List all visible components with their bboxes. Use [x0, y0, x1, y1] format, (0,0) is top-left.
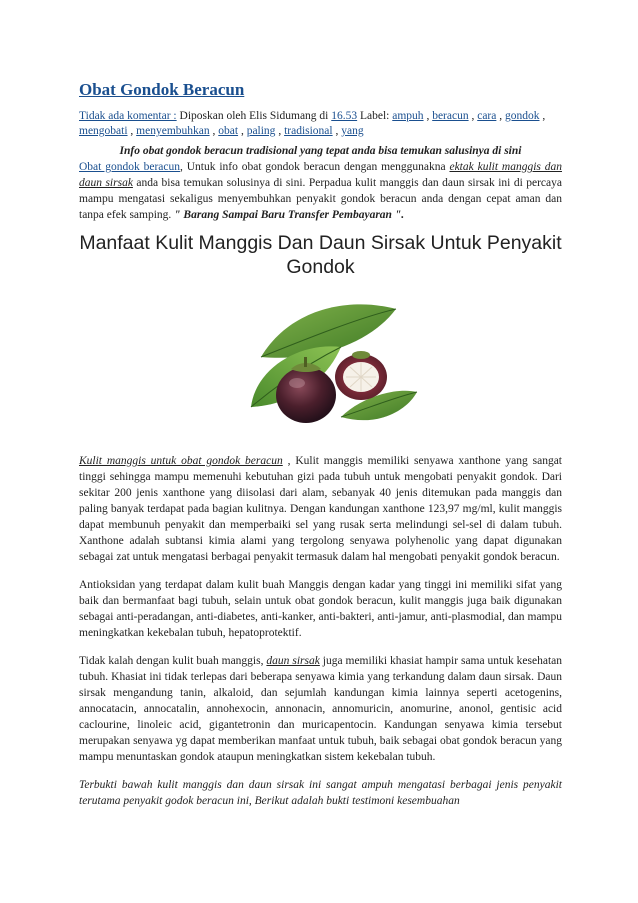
daun-sirsak-link[interactable]: daun sirsak: [266, 655, 320, 667]
posted-by-text: Diposkan oleh Elis Sidumang di: [179, 110, 329, 122]
post-time-link[interactable]: 16.53: [331, 110, 358, 122]
intro-text-1: , Untuk info obat gondok beracun dengan menggunakna: [179, 161, 450, 173]
kulit-manggis-link[interactable]: Kulit manggis untuk obat gondok beracun: [79, 455, 283, 467]
info-line: Info obat gondok beracun tradisional yang tepat anda bisa temukan salusinya di sini: [119, 145, 522, 157]
paragraph-1: [79, 453, 562, 565]
comments-link[interactable]: Tidak ada komentar :: [79, 110, 177, 122]
label-link-menyembuhkan[interactable]: menyembuhkan: [136, 125, 210, 137]
section-heading: Manfaat Kulit Manggis Dan Daun Sirsak Untuk Penyakit Gondok: [79, 232, 562, 278]
label-prefix: Label:: [360, 110, 390, 122]
post-meta: Tidak ada komentar : Diposkan oleh Elis Sidumang di 16.53 Label: ampuh , beracun , cara , gondok , mengobati , menyembuhkan , obat , paling , tradisional , yang: [79, 110, 546, 137]
mangosteen-leaf-photo: [221, 287, 421, 437]
extract-link[interactable]: ektak kulit manggis dan daun sirsak: [79, 161, 562, 189]
paragraph-3-text-2: juga memiliki khasiat hampir sama untuk kesehatan tubuh. Khasiat ini tidak terlepas dari beberapa senyawa kimia yang terkandung dalam daun sirsak. Daun sirsak mengandung tanin, alkaloid, dan sejumlah kandungan kimia lainnya seperti acetogenins, annocatacin, annocatalin, annohexocin, annonacin, annomuricin, anomurine, anonol, gentisic acid caclourine, linoleic acid, gigantetronin dan muricapentocin. Kandungan senyawa kimia tersebut merupakan senyawa yg dapat memberikan manfaat untuk tubuh, baik sebagai obat gondok beracun yang mampu menuntaskan gondok ataupun meningkatkan sistem kekebalan tubuh.: [79, 655, 563, 763]
post-title-link[interactable]: Obat Gondok Beracun: [79, 80, 245, 99]
intro-bold-tail: " Barang Sampai Baru Transfer Pembayaran ".: [174, 209, 405, 221]
label-link-yang[interactable]: yang: [341, 125, 364, 137]
paragraph-3-text-1: Tidak kalah dengan kulit buah manggis,: [79, 655, 267, 667]
intro-text-2: anda bisa temukan solusinya di sini. Perpadua kulit manggis dan daun sirsak ini di percaya mampu mengatasi sekaligus menyembuhkan penyakit gondok beracun anda dengan cepat aman dan tanpa efek samping.: [79, 177, 562, 221]
label-link-cara[interactable]: cara: [477, 110, 497, 122]
paragraph-4: Terbukti bawah kulit manggis dan daun sirsak ini sangat ampuh mengatasi berbagai jenis penyakit terutama penyakit godok beracun ini, Berikut adalah bukti testimoni kesembuahan: [79, 779, 562, 807]
label-link-ampuh[interactable]: ampuh: [392, 110, 424, 122]
label-link-beracun[interactable]: beracun: [432, 110, 469, 122]
paragraph-2: Antioksidan yang terdapat dalam kulit buah Manggis dengan kadar yang tinggi ini memiliki sifat yang baik dan bermanfaat bagi tubuh, selain untuk obat gondok beracun, kulit manggis juga baik digunakan sebagai anti-peradangan, anti-diabetes, anti-kanker, anti-bakteri, anti-jamur, anti-plasmodial, dan mampu meningkatkan kekebalan tubuh, hepatoprotektif.: [79, 579, 562, 639]
intro-link[interactable]: Obat gondok beracun: [79, 161, 180, 173]
label-link-tradisional[interactable]: tradisional: [284, 125, 333, 137]
label-link-gondok[interactable]: gondok: [505, 110, 540, 122]
mangosteen-leaf-icon: [221, 287, 421, 437]
label-link-mengobati[interactable]: mengobati: [79, 125, 128, 137]
post-title[interactable]: [79, 80, 562, 100]
intro-paragraph: [79, 159, 562, 223]
paragraph-1-text: , Kulit manggis memiliki senyawa xanthone yang sangat tinggi sehingga mampu memenuhi kebutuhan gizi pada tubuh untuk mengobati penyakit gondok. Dari sekitar 200 jenis xanthone yang diisolasi dari alam, sebanyak 40 jenis ditemukan pada manggis dan paling banyak terdapat pada bagian kulitnya. Dengan kandungan xanthone 123,97 mg/ml, kulit manggis dapat membunuh penyakit dan memperbaiki sel yang rusak serta melindungi sel-sel di dalam tubuh. Xanthone adalah subtansi kimia alami yang tergolong senyawa polyhenolic yang dapat digunakan sebagai zat untuk mengatasi berbagai penyakit termasuk dalam hal mengobati penyakit gondok beracun.: [79, 455, 562, 563]
paragraph-3: [79, 653, 562, 765]
label-link-obat[interactable]: obat: [218, 125, 239, 137]
blog-post: [79, 80, 562, 821]
label-link-paling[interactable]: paling: [246, 125, 276, 137]
